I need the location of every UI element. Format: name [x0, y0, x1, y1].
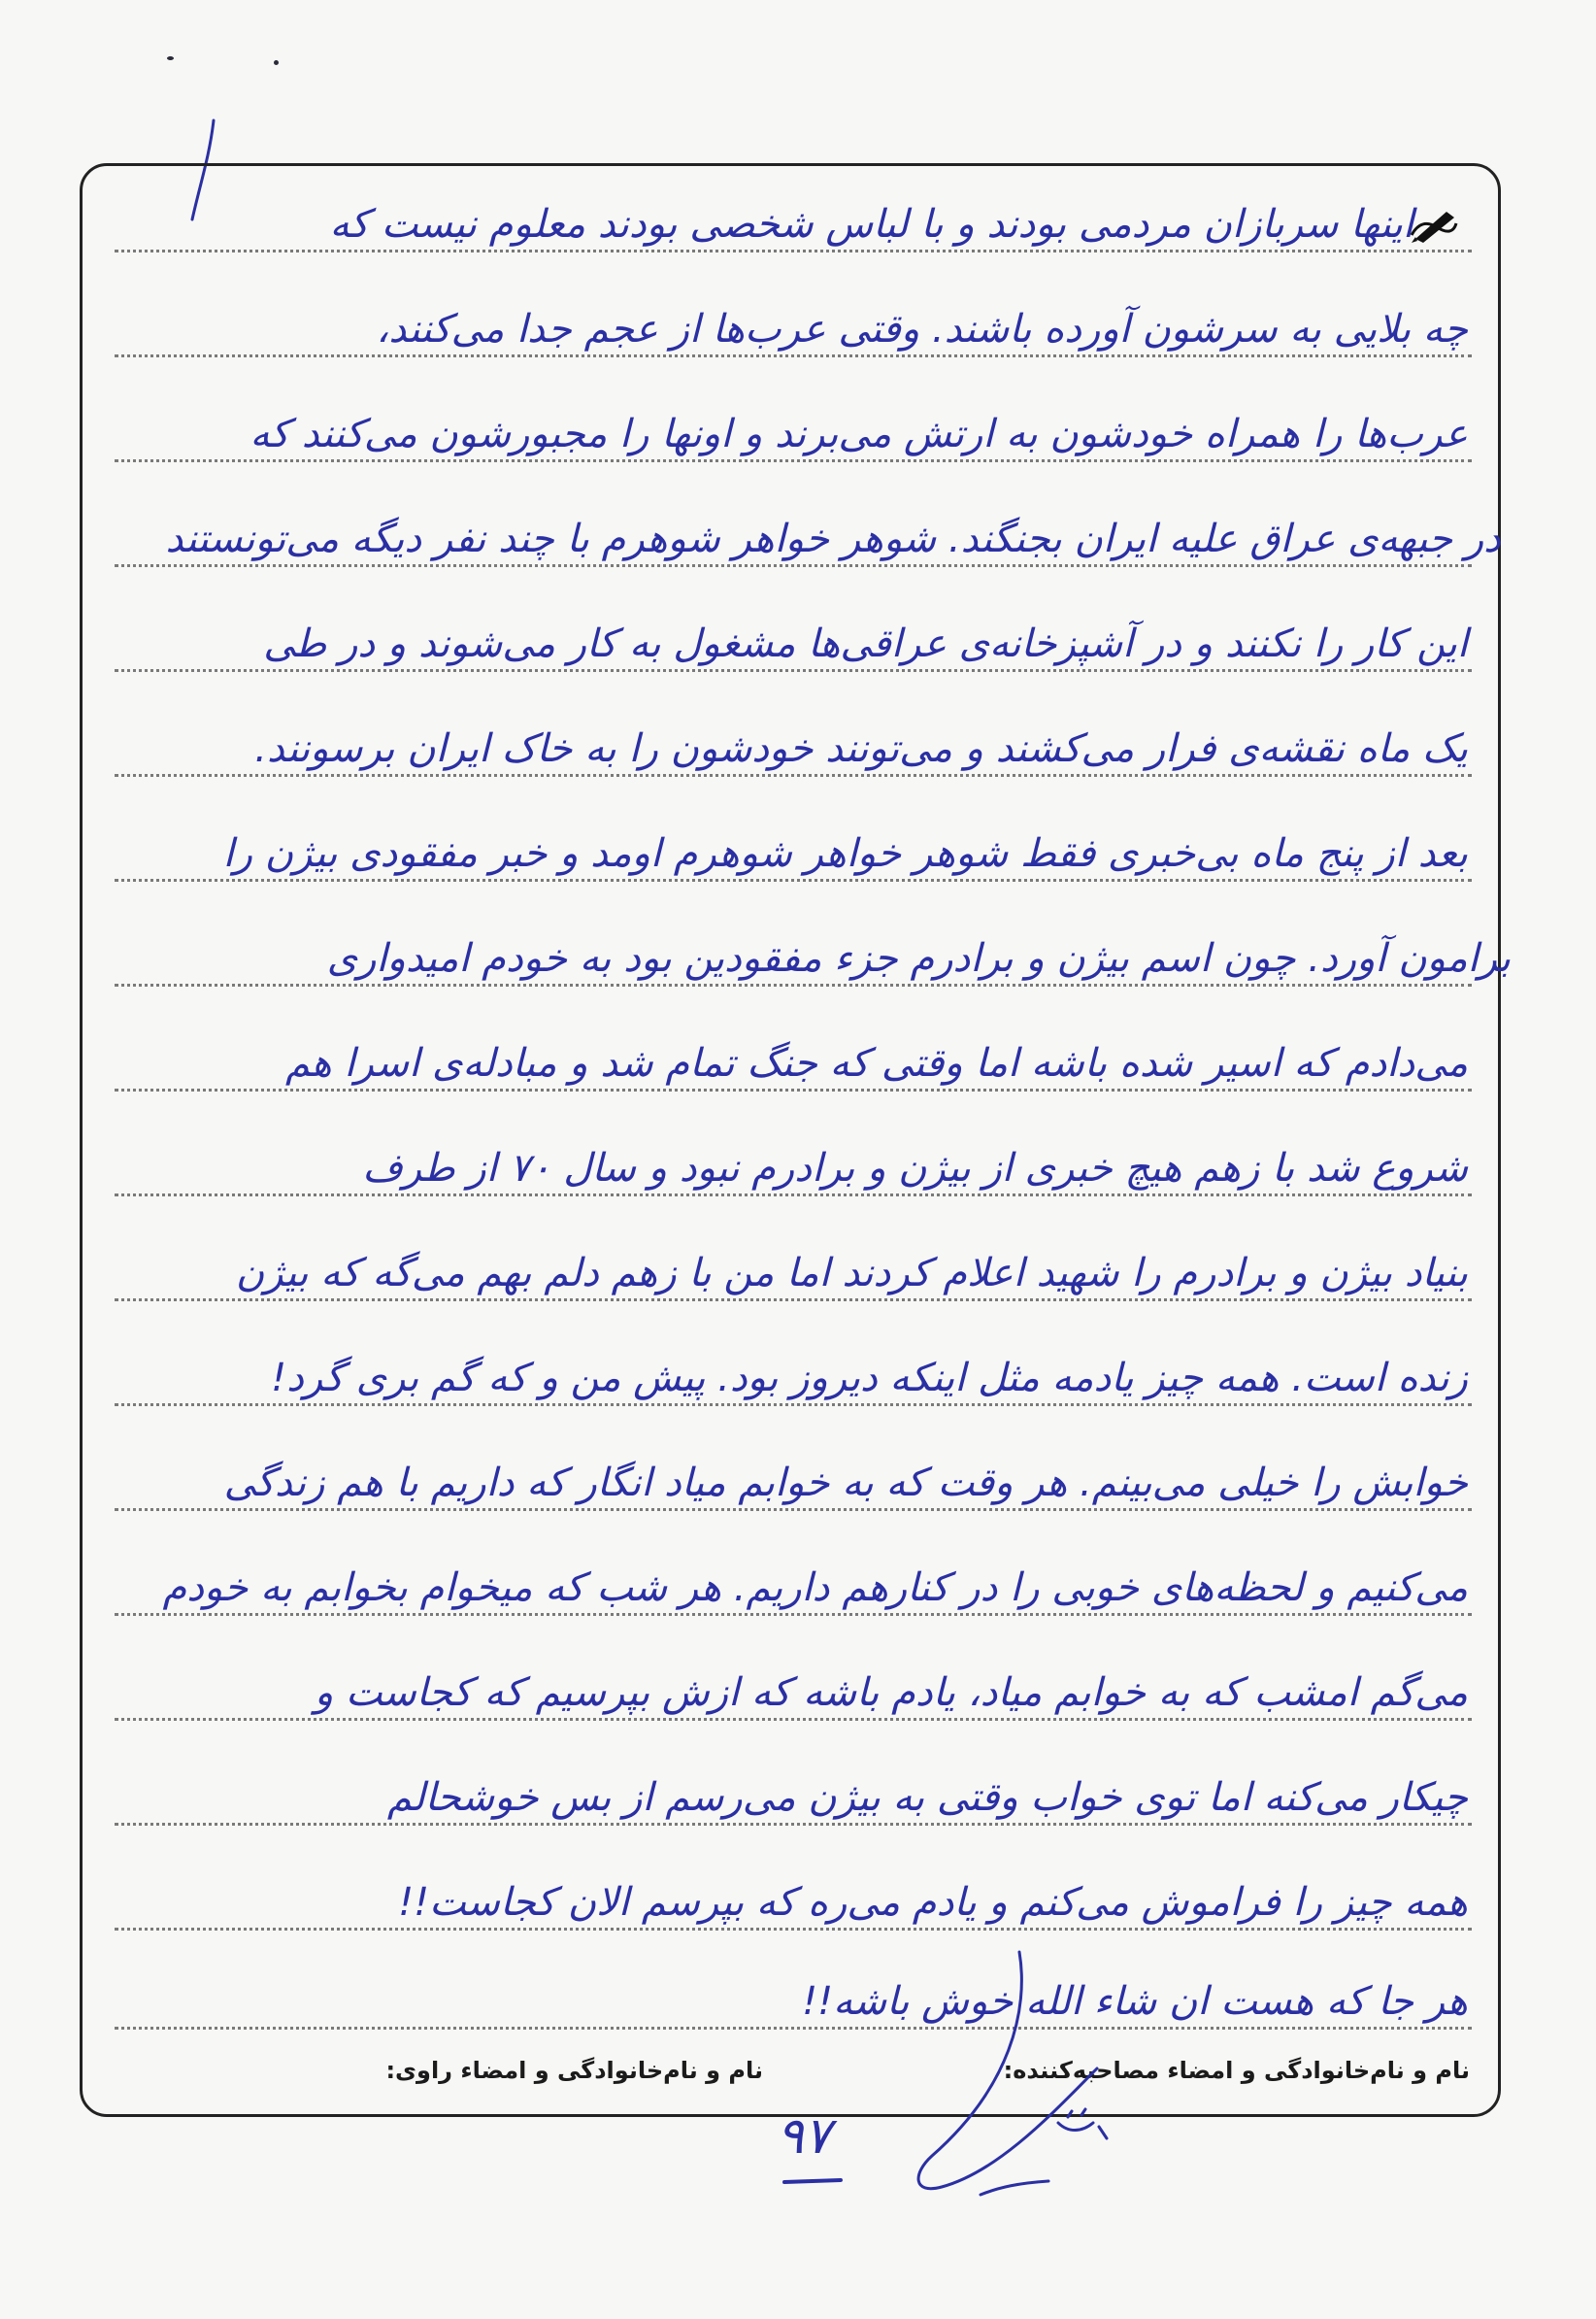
scan-speck: [167, 56, 174, 60]
dotted-rule: [115, 984, 1472, 987]
manuscript-line: [115, 728, 1472, 783]
manuscript-line: [115, 1882, 1472, 1936]
handwritten-text: می‌دادم که اسیر شده باشه اما وقتی که جنگ تمام شد و مبادله‌ی اسرا هم: [285, 1041, 1468, 1086]
manuscript-line: [115, 1672, 1472, 1727]
manuscript-line: [115, 1567, 1472, 1622]
handwritten-text: هر جا که هست ان شاء الله خوش باشه!!: [802, 1979, 1468, 2024]
manuscript-line: [115, 1253, 1472, 1307]
manuscript-line: [115, 1979, 1472, 2035]
handwritten-text: اینها سربازان مردمی بودند و با لباس شخصی بودند معلوم نیست که: [329, 202, 1413, 247]
page-number-underline: [782, 2178, 843, 2184]
manuscript-line: [115, 204, 1472, 258]
handwritten-text: چیکار می‌کنه اما توی خواب وقتی به بیژن می‌رسم از بس خوشحالم: [386, 1775, 1468, 1820]
dotted-rule: [115, 1298, 1472, 1301]
manuscript-line: [115, 1358, 1472, 1412]
manuscript-line: [115, 936, 1511, 992]
handwritten-text: برامون آورد. چون اسم بیژن و برادرم جزء مفقودین بود به خودم امیدواری: [326, 936, 1511, 981]
dotted-rule: [115, 354, 1472, 357]
handwritten-text: یک ماه نقشه‌ی فرار می‌کشند و می‌تونند خودشون را به خاک ایران برسونند.: [254, 726, 1468, 771]
handwritten-text: این کار را نکنند و در آشپزخانه‌ی عراقی‌ها مشغول به کار می‌شوند و در طی: [263, 622, 1468, 666]
manuscript-line: [115, 309, 1472, 363]
manuscript-line: [115, 623, 1472, 678]
dotted-rule: [115, 1718, 1472, 1721]
manuscript-line: [115, 1043, 1472, 1097]
page-number: ۹۷: [777, 2107, 831, 2166]
handwritten-text: در جبهه‌ی عراق علیه ایران بجنگند. شوهر خواهر شوهرم با چند نفر دیگه می‌تونستند: [165, 517, 1501, 561]
handwritten-text: عرب‌ها را همراه خودشون به ارتش می‌برند و اونها را مجبورشون می‌کنند که: [249, 412, 1468, 456]
manuscript-line: [115, 833, 1472, 888]
handwritten-text: شروع شد با زهم هیچ خبری از بیژن و برادرم نبود و سال ۷۰ از طرف: [362, 1146, 1468, 1191]
manuscript-line: [115, 414, 1472, 468]
handwritten-text: بنیاد بیژن و برادرم را شهید اعلام کردند اما من با زهم دلم بهم می‌گه که بیژن: [235, 1251, 1468, 1295]
manuscript-line: [115, 1462, 1472, 1517]
scan-speck: [274, 60, 279, 65]
dotted-rule: [115, 564, 1472, 567]
dotted-rule: [115, 774, 1472, 777]
dotted-rule: [115, 1823, 1472, 1826]
dotted-rule: [115, 1403, 1472, 1406]
handwritten-text: خوابش را خیلی می‌بینم. هر وقت که به خوابم میاد انگار که داریم با هم زندگی: [223, 1461, 1468, 1505]
signature: [874, 1932, 1126, 2224]
dotted-rule: [115, 1613, 1472, 1616]
dotted-rule: [115, 1193, 1472, 1196]
handwritten-text: بعد از پنج ماه بی‌خبری فقط شوهر خواهر شوهرم اومد و خبر مفقودی بیژن را: [222, 831, 1468, 876]
dotted-rule: [115, 459, 1472, 462]
dotted-rule: [115, 1089, 1472, 1092]
interviewer-signature-label: نام و نام‌خانوادگی و امضاء مصاحبه‌کننده:: [1003, 2057, 1470, 2084]
dotted-rule: [115, 1928, 1472, 1931]
handwritten-text: می‌گم امشب که به خوابم میاد، یادم باشه که ازش بپرسیم که کجاست و: [314, 1670, 1468, 1715]
handwritten-text: زنده است. همه چیز یادمه مثل اینکه دیروز بود. پیش من و که گم بری گرد!: [271, 1356, 1468, 1400]
dotted-rule: [115, 250, 1472, 252]
manuscript-line: [115, 1777, 1472, 1832]
manuscript-line: [115, 1148, 1472, 1202]
handwritten-text: همه چیز را فراموش می‌کنم و یادم می‌ره که بپرسم الان کجاست!!: [398, 1880, 1468, 1925]
manuscript-line: [115, 517, 1501, 573]
dotted-rule: [115, 879, 1472, 882]
dotted-rule: [115, 669, 1472, 672]
dotted-rule: [115, 2027, 1472, 2030]
narrator-signature-label: نام و نام‌خانوادگی و امضاء راوی:: [385, 2057, 763, 2084]
handwritten-text: می‌کنیم و لحظه‌های خوبی را در کنارهم داریم. هر شب که میخوام بخوابم به خودم: [162, 1565, 1468, 1610]
handwritten-text: چه بلایی به سرشون آورده باشند. وقتی عرب‌ها از عجم جدا می‌کنند،: [376, 307, 1468, 352]
dotted-rule: [115, 1508, 1472, 1511]
